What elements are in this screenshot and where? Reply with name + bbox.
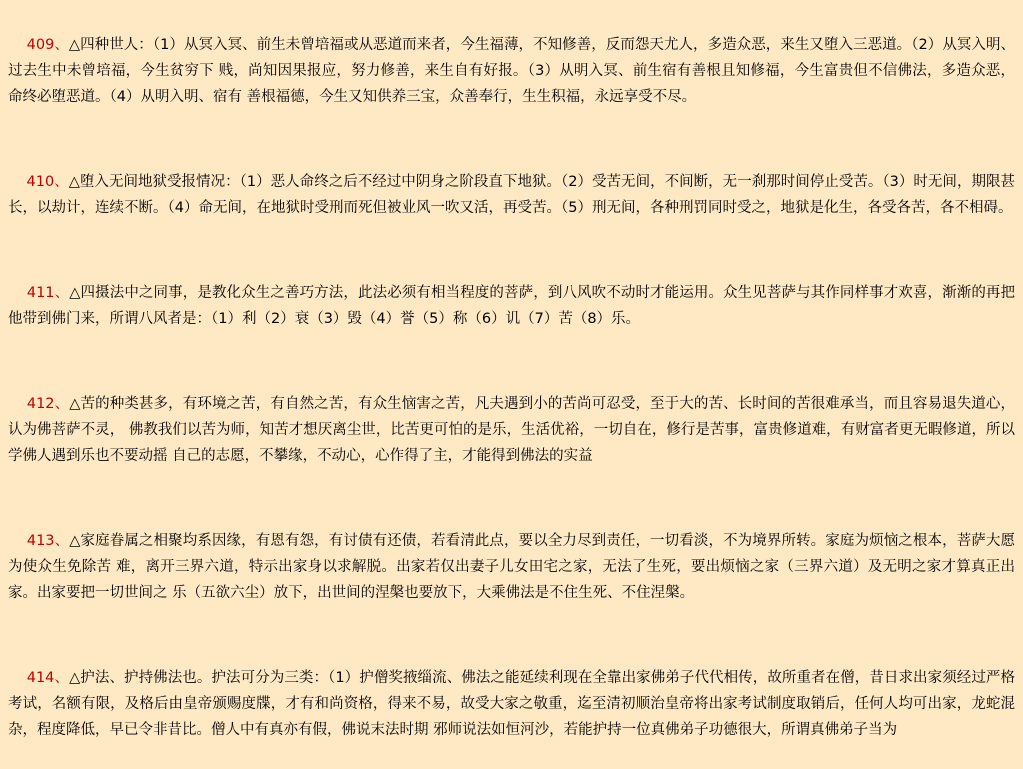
- paragraph-title: 四种世人：: [80, 37, 153, 53]
- paragraph-marker: △: [69, 396, 81, 412]
- paragraph-marker: △: [69, 533, 81, 549]
- paragraph-number: 409、: [26, 37, 69, 53]
- paragraph-body: ，有环境之苦，有自然之苦，有众生恼害之苦，凡夫遇到小的苦尚可忍受，至于大的苦、长时间的苦很难承当，而且容易退失道心，认为佛菩萨不灵， 佛教我们以苦为师，知苦才想厌离尘世，比苦更可怕的是乐，生活优裕，一切自在，修行是苦事，富贵修道难，有财富者更无暇修道，所以学佛人遇到乐也不要动摇 自己的志愿，不攀缘，不动心，心作得了主，才能得到佛法的实益: [8, 396, 1016, 464]
- paragraph-marker: △: [69, 285, 81, 301]
- paragraph-marker: △: [69, 670, 81, 686]
- paragraph-marker: △: [68, 37, 81, 53]
- paragraph-body: （1）从冥入冥、前生未曾培福或从恶道而来者，今生福薄，不知修善，反而怨天尤人，多造众恶，来生又堕入三恶道。（2）从冥入明、过去生中未曾培福，今生贫穷下 贱，尚知因果报应，努力修善，来生自有好报。（3）从明入冥、前生宿有善根且知修福，今生富贵但不信佛法，多造众恶，命终必堕恶道。（4）从明入明、宿有 善根福德，今生又知供养三宝，众善奉行，生生积福，永远享受不尽。: [8, 37, 1016, 105]
- paragraph-412: [8, 365, 1015, 495]
- paragraph-413: [8, 502, 1015, 632]
- paragraph-body: ，是教化众生之善巧方法，此法必须有相当程度的菩萨，到八风吹不动时才能运用。众生见菩萨与其作同样事才欢喜，渐渐的再把他带到佛门来，所谓八风者是：（1）利（2）衰（3）毁（4）誉（5）称（6）讥（7）苦（8）乐。: [8, 285, 1016, 327]
- paragraph-body: ，有恩有怨，有讨债有还债，若看清此点，要以全力尽到责任，一切看淡，不为境界所转。家庭为烦恼之根本，菩萨大愿为使众生免除苦 难，离开三界六道，特示出家身以求解脱。出家若仅出妻子儿女田宅之家，无法了生死，要出烦恼之家（三界六道）及无明之家才算真正出家。出家要把一切世间之 乐（五欲六尘）放下，出世间的涅槃也要放下，大乘佛法是不住生死、不住涅槃。: [8, 533, 1016, 601]
- paragraph-410: [8, 143, 1015, 247]
- paragraph-number: 411、: [26, 285, 70, 301]
- paragraph-409: [8, 6, 1015, 136]
- paragraph-number: 410、: [26, 174, 69, 190]
- paragraph-414: [8, 639, 1015, 769]
- paragraph-number: 414、: [26, 670, 70, 686]
- paragraph-body: 护法可分为三类：（1）护僧奖掖缁流、佛法之能延续利现在全靠出家佛弟子代代相传，故所重者在僧，昔日求出家须经过严格考试，名额有限，及格后由皇帝颁赐度牒，才有和尚资格，得来不易，故受大家之敬重，迄至清初顺治皇帝将出家考试制度取销后，任何人均可出家，龙蛇混杂，程度降低，早已令非昔比。僧人中有真亦有假，佛说末法时期 邪师说法如恒河沙，若能护持一位真佛弟子功德很大，所谓真佛弟子当为: [8, 670, 1015, 738]
- paragraph-marker: △: [68, 174, 80, 190]
- paragraph-title: 堕入无间地狱受报情况：: [79, 174, 240, 190]
- paragraph-title: 苦的种类甚多: [80, 396, 169, 412]
- paragraph-title: 护法、护持佛法也。: [80, 670, 212, 686]
- paragraph-body: （1）恶人命终之后不经过中阴身之阶段直下地狱。（2）受苦无间，不间断，无一刹那时间停止受苦。（3）时无间，期限甚长，以劫计，连续不断。（4）命无间，在地狱时受刑而死但被业风一吹又活，再受苦。（5）刑无间，各种刑罚同时受之，地狱是化生，各受各苦，各不相碍。: [8, 174, 1016, 216]
- paragraph-411: [8, 254, 1015, 358]
- paragraph-title: 四摄法中之同事: [80, 285, 183, 301]
- paragraph-title: 家庭眷属之相聚均系因缘: [80, 533, 242, 549]
- paragraph-number: 413、: [26, 533, 70, 549]
- paragraph-number: 412、: [26, 396, 70, 412]
